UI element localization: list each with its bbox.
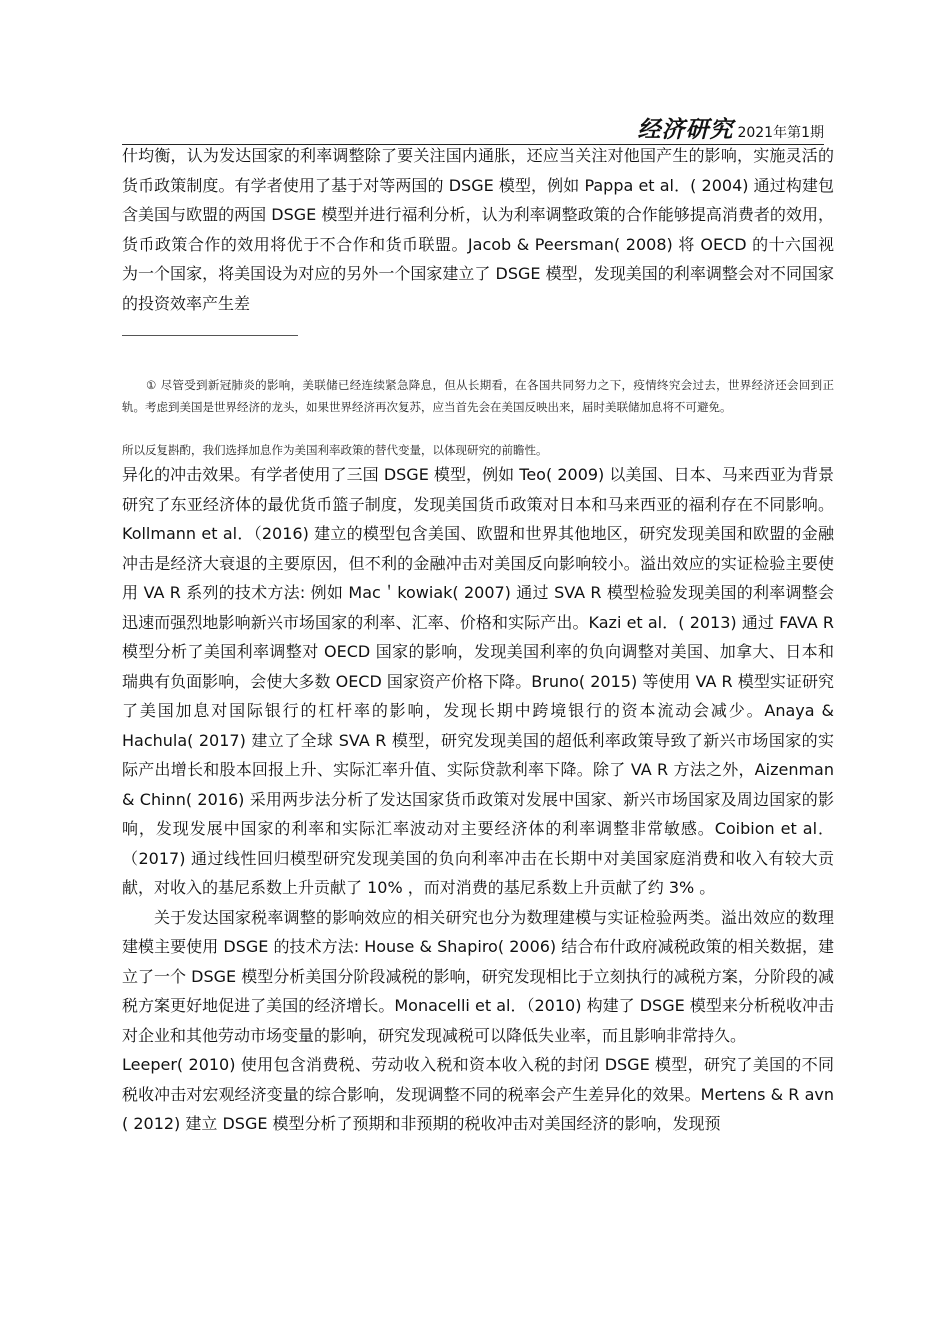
body-text-top: [122, 141, 834, 318]
footnote-divider: [122, 335, 298, 336]
paragraph: 什均衡，认为发达国家的利率调整除了要关注国内通胀，还应当关注对他国产生的影响，实施灵活的货币政策制度。有学者使用了基于对等两国的 DSGE 模型，例如 Pappa et al．( 2004) 通过构建包含美国与欧盟的两国 DSGE 模型并进行福利分析，认为利率调整政策的合作能够提高消费者的效用，货币政策合作的效用将优于不合作和货币联盟。Jacob & Peersman( 2008) 将 OECD 的十六国视为一个国家，将美国设为对应的另外一个国家建立了 DSGE 模型，发现美国的利率调整会对不同国家的投资效率产生差: [122, 146, 834, 313]
journal-title: 经济研究: [637, 116, 734, 143]
issue-label: 2021年第1期: [737, 124, 824, 141]
footnote-continuation: 所以反复斟酌，我们选择加息作为美国利率政策的替代变量，以体现研究的前瞻性。: [122, 443, 548, 457]
header-right: [637, 118, 824, 141]
paragraph: 关于发达国家税率调整的影响效应的相关研究也分为数理建模与实证检验两类。溢出效应的数理建模主要使用 DSGE 的技术方法: House & Shapiro( 2006) 结合布什政府减税政策的相关数据，建立了一个 DSGE 模型分析美国分阶段减税的影响，研究发现相比于立刻执行的减税方案，分阶段的减税方案更好地促进了美国的经济增长。Monacelli et al．（2010) 构建了 DSGE 模型来分析税收冲击对企业和其他劳动市场变量的影响，研究发现减税可以降低失业率，而且影响非常持久。: [122, 907, 834, 1045]
paragraph: Leeper( 2010) 使用包含消费税、劳动收入税和资本收入税的封闭 DSGE 模型，研究了美国的不同税收冲击对宏观经济变量的综合影响，发现调整不同的税率会产生差异化的效果。Mertens & R avn ( 2012) 建立 DSGE 模型分析了预期和非预期的税收冲击对美国经济的影响，发现预: [122, 1055, 834, 1133]
paragraph: 异化的冲击效果。有学者使用了三国 DSGE 模型，例如 Teo( 2009) 以美国、日本、马来西亚为背景研究了东亚经济体的最优货币篮子制度，发现美国货币政策对日本和马来西亚的福利存在不同影响。Kollmann et al．（2016) 建立的模型包含美国、欧盟和世界其他地区，研究发现美国和欧盟的金融冲击是经济大衰退的主要原因，但不利的金融冲击对美国反向影响较小。溢出效应的实证检验主要使用 VA R 系列的技术方法: 例如 Mac＇kowiak( 2007) 通过 SVA R 模型检验发现美国的利率调整会迅速而强烈地影响新兴市场国家的利率、汇率、价格和实际产出。Kazi et al．( 2013) 通过 FAVA R模型分析了美国利率调整对 OECD 国家的影响，发现美国利率的负向调整对美国、加拿大、日本和瑞典有负面影响，会使大多数 OECD 国家资产价格下降。Bruno( 2015) 等使用 VA R 模型实证研究了美国加息对国际银行的杠杆率的影响，发现长期中跨境银行的资本流动会减少。Anaya & Hachula( 2017) 建立了全球 SVA R 模型，研究发现美国的超低利率政策导致了新兴市场国家的实际产出增长和股本回报上升、实际汇率升值、实际贷款利率下降。除了 VA R 方法之外，Aizenman & Chinn( 2016) 采用两步法分析了发达国家货币政策对发展中国家、新兴市场国家及周边国家的影响，发现发展中国家的利率和实际汇率波动对主要经济体的利率调整非常敏感。Coibion et al．（2017) 通过线性回归模型研究发现美国的负向利率冲击在长期中对美国家庭消费和收入有较大贡献，对收入的基尼系数上升贡献了 10% ，而对消费的基尼系数上升贡献了约 3% 。: [122, 465, 834, 897]
page-header: [122, 108, 824, 145]
body-text-bottom: [122, 460, 834, 1139]
footnote: ① 尽管受到新冠肺炎的影响，美联储已经连续紧急降息，但从长期看，在各国共同努力之下，疫情终究会过去，世界经济还会回到正轨。考虑到美国是世界经济的龙头，如果世界经济再次复苏，应当首先会在美国反映出来，届时美联储加息将不可避免。: [122, 378, 834, 414]
